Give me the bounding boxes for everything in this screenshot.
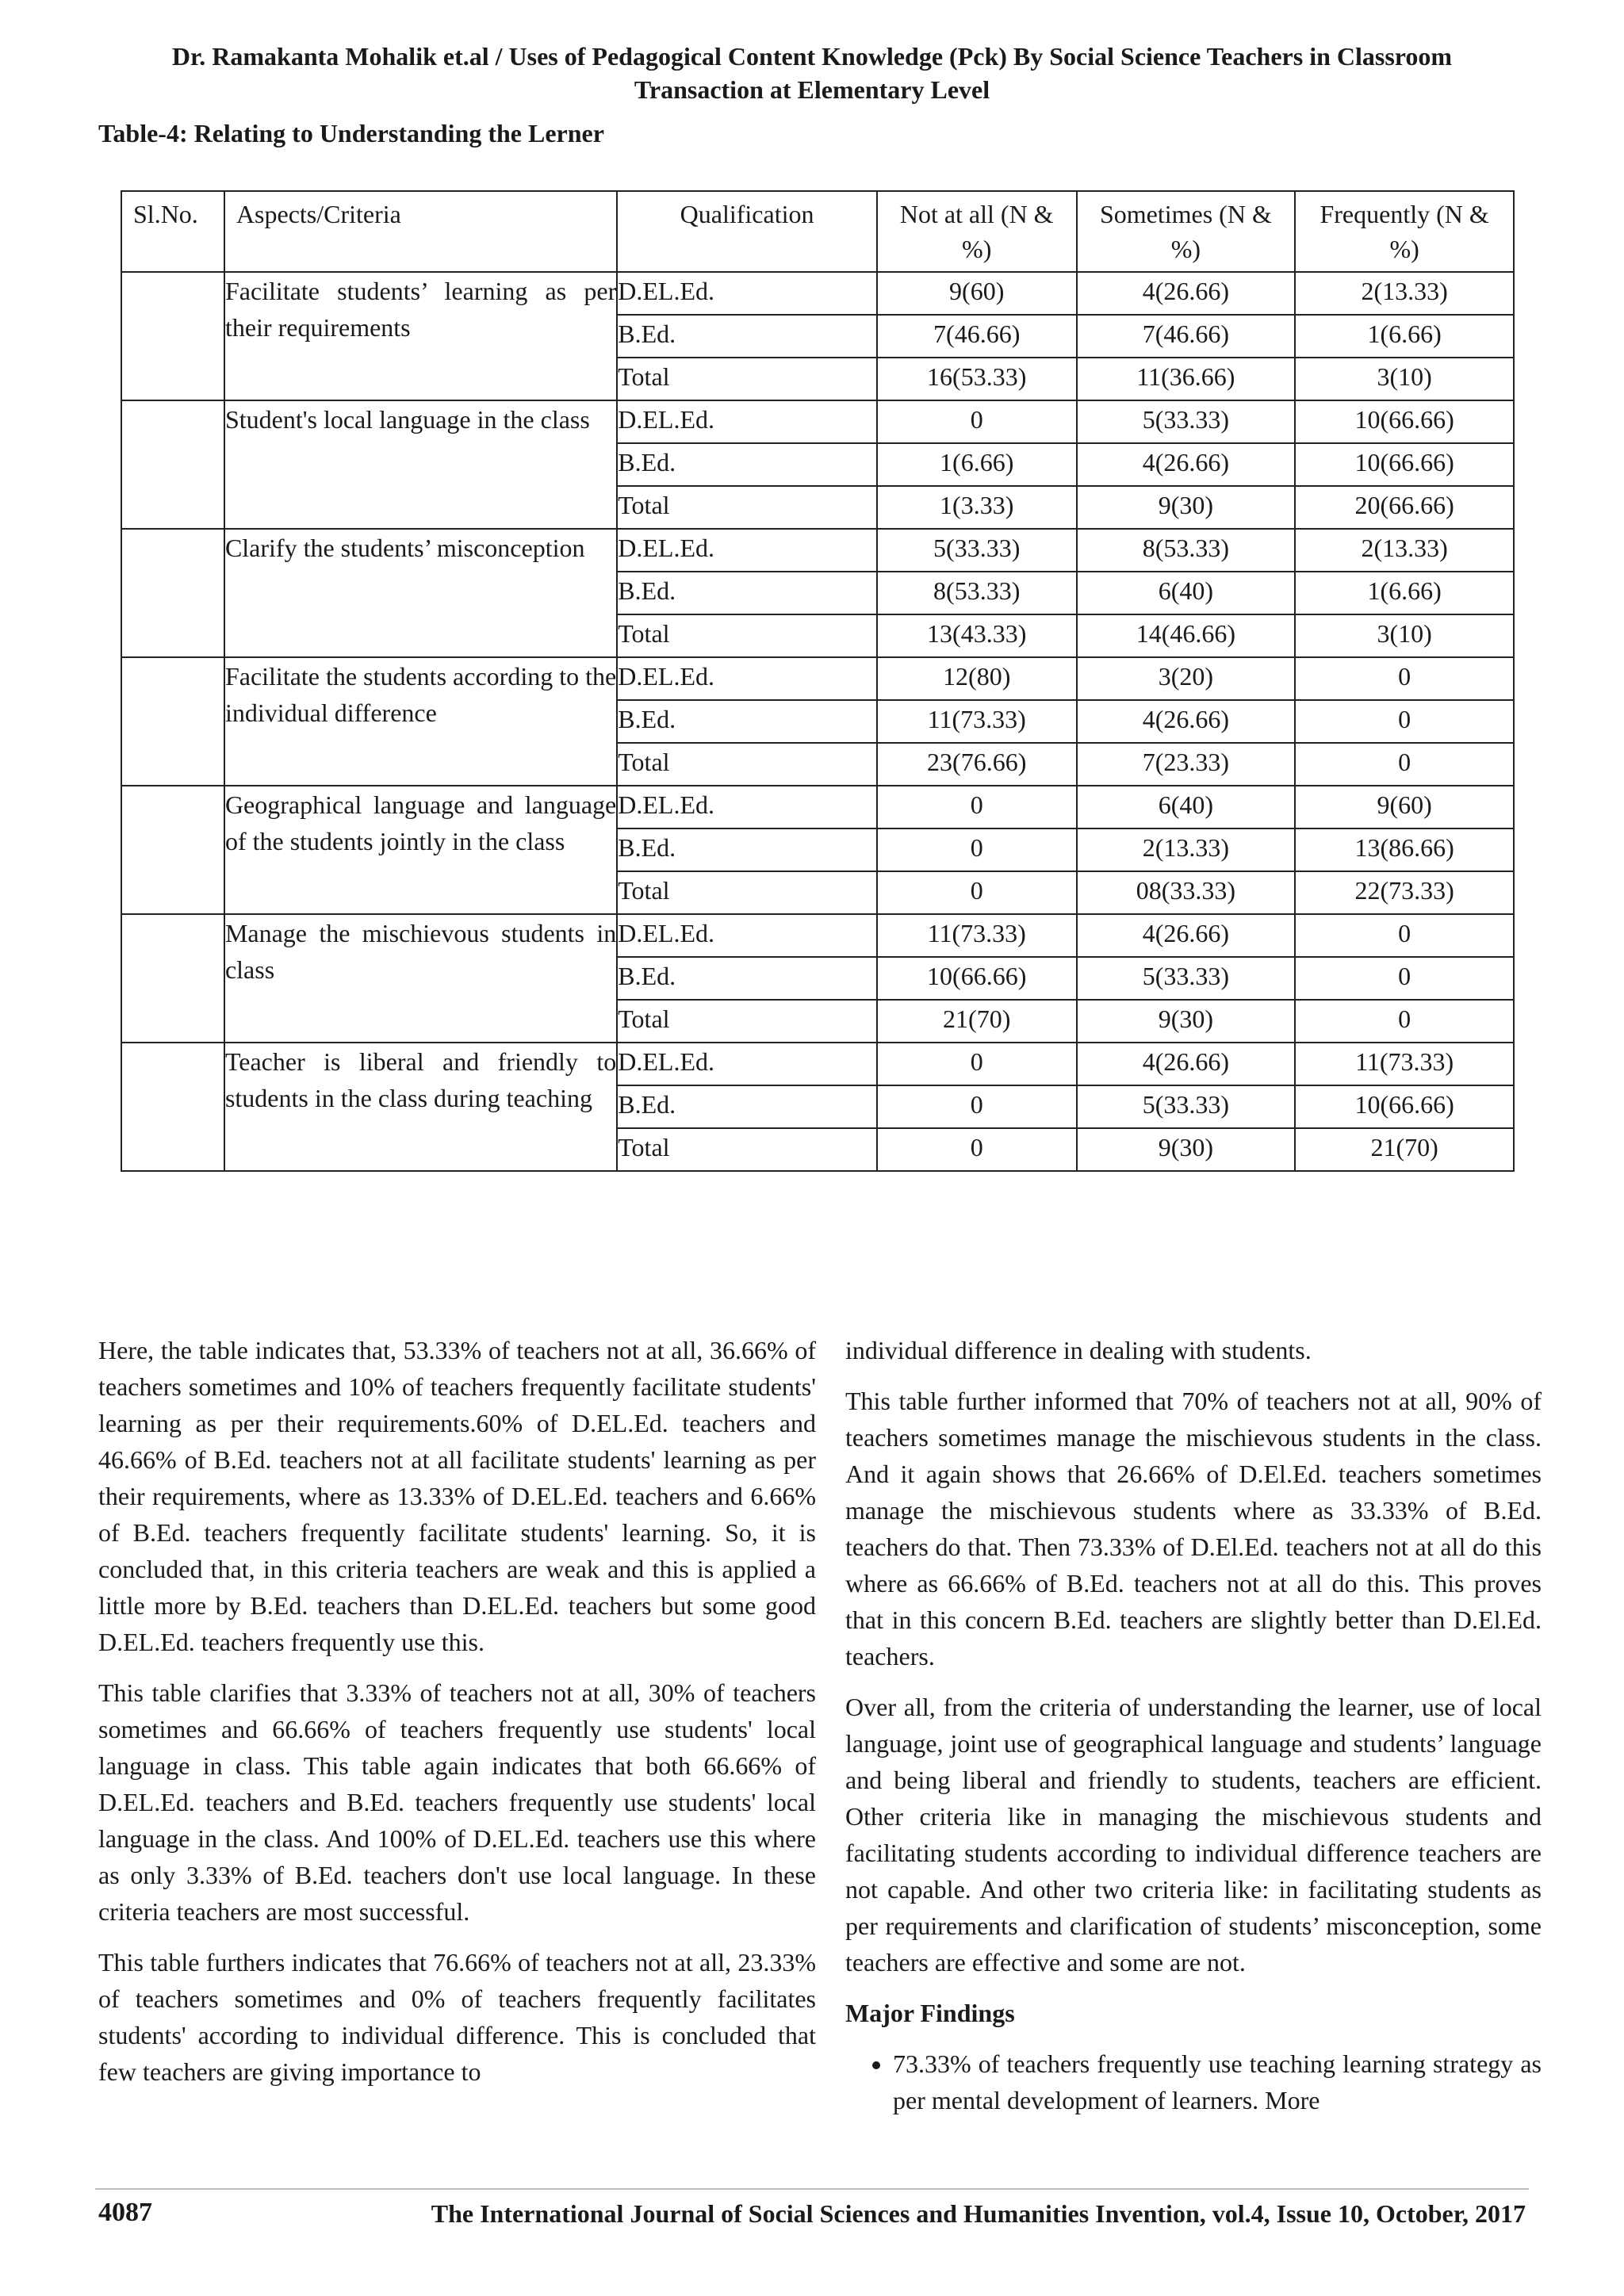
header-aspects: Aspects/Criteria bbox=[224, 191, 617, 272]
qualification-cell: D.EL.Ed. bbox=[617, 529, 877, 572]
qualification-cell: Total bbox=[617, 743, 877, 786]
aspect-cell: Clarify the students’ misconception bbox=[224, 529, 617, 657]
value-cell: 6(40) bbox=[1077, 786, 1296, 828]
value-cell: 9(60) bbox=[1295, 786, 1514, 828]
table-header-row bbox=[121, 191, 1514, 272]
table-row bbox=[121, 272, 1514, 315]
value-cell: 0 bbox=[877, 400, 1077, 443]
value-cell: 0 bbox=[1295, 743, 1514, 786]
header-line-2: Transaction at Elementary Level bbox=[634, 75, 990, 104]
qualification-cell: D.EL.Ed. bbox=[617, 914, 877, 957]
table-row bbox=[121, 529, 1514, 572]
value-cell: 9(30) bbox=[1077, 1000, 1296, 1043]
value-cell: 4(26.66) bbox=[1077, 1043, 1296, 1085]
aspect-cell: Student's local language in the class bbox=[224, 400, 617, 529]
value-cell: 13(43.33) bbox=[877, 614, 1077, 657]
value-cell: 10(66.66) bbox=[877, 957, 1077, 1000]
qualification-cell: B.Ed. bbox=[617, 1085, 877, 1128]
footer-divider bbox=[95, 2188, 1529, 2190]
qualification-cell: Total bbox=[617, 614, 877, 657]
paragraph: Here, the table indicates that, 53.33% of teachers not at all, 36.66% of teachers sometimes and 10% of teachers frequently facilitate students' learning as per their requirements.60% of D.EL.Ed. teachers and 46.66% of B.Ed. teachers not at all facilitate students' learning as per their requirements, where as 13.33% of D.EL.Ed. teachers and 6.66% of B.Ed. teachers frequently facilitate students' learning. So, it is concluded that, in this criteria teachers are weak and this is applied a little more by B.Ed. teachers than D.EL.Ed. teachers but some good D.EL.Ed. teachers frequently use this. bbox=[98, 1336, 816, 1656]
value-cell: 3(20) bbox=[1077, 657, 1296, 700]
value-cell: 4(26.66) bbox=[1077, 272, 1296, 315]
value-cell: 23(76.66) bbox=[877, 743, 1077, 786]
table-row bbox=[121, 1043, 1514, 1085]
value-cell: 5(33.33) bbox=[1077, 957, 1296, 1000]
value-cell: 11(36.66) bbox=[1077, 358, 1296, 400]
value-cell: 0 bbox=[877, 1128, 1077, 1171]
qualification-cell: D.EL.Ed. bbox=[617, 1043, 877, 1085]
table-row bbox=[121, 914, 1514, 957]
value-cell: 22(73.33) bbox=[1295, 871, 1514, 914]
journal-name: The International Journal of Social Sciences and Humanities Invention, vol.4, Issue 10, October, 2017 bbox=[431, 2199, 1526, 2228]
value-cell: 0 bbox=[877, 1043, 1077, 1085]
value-cell: 3(10) bbox=[1295, 358, 1514, 400]
value-cell: 2(13.33) bbox=[1295, 529, 1514, 572]
right-column bbox=[845, 1332, 1542, 2118]
value-cell: 0 bbox=[1295, 657, 1514, 700]
paragraph: This table further informed that 70% of teachers not at all, 90% of teachers sometimes manage the mischievous students in the class. And it again shows that 26.66% of D.El.Ed. teachers sometimes manage the mischievous students where as 33.33% of B.Ed. teachers do that. Then 73.33% of D.El.Ed. teachers not at all do this where as 66.66% of B.Ed. teachers not at all do this. This proves that in this concern B.Ed. teachers are slightly better than D.El.Ed. teachers. bbox=[845, 1387, 1542, 1670]
aspect-cell: Facilitate the students according to the individual difference bbox=[224, 657, 617, 786]
aspect-cell: Geographical language and language of the students jointly in the class bbox=[224, 786, 617, 914]
value-cell: 1(3.33) bbox=[877, 486, 1077, 529]
value-cell: 08(33.33) bbox=[1077, 871, 1296, 914]
value-cell: 4(26.66) bbox=[1077, 914, 1296, 957]
qualification-cell: Total bbox=[617, 871, 877, 914]
value-cell: 21(70) bbox=[1295, 1128, 1514, 1171]
left-column bbox=[98, 1332, 816, 2104]
value-cell: 8(53.33) bbox=[1077, 529, 1296, 572]
qualification-cell: B.Ed. bbox=[617, 572, 877, 614]
value-cell: 9(30) bbox=[1077, 486, 1296, 529]
value-cell: 2(13.33) bbox=[1295, 272, 1514, 315]
value-cell: 1(6.66) bbox=[1295, 315, 1514, 358]
qualification-cell: B.Ed. bbox=[617, 443, 877, 486]
qualification-cell: B.Ed. bbox=[617, 700, 877, 743]
value-cell: 6(40) bbox=[1077, 572, 1296, 614]
slno-cell bbox=[121, 914, 224, 1043]
paragraph: individual difference in dealing with students. bbox=[845, 1336, 1312, 1364]
qualification-cell: Total bbox=[617, 358, 877, 400]
value-cell: 0 bbox=[1295, 700, 1514, 743]
aspect-cell: Manage the mischievous students in class bbox=[224, 914, 617, 1043]
qualification-cell: Total bbox=[617, 1000, 877, 1043]
paragraph: Over all, from the criteria of understanding the learner, use of local language, joint use of geographical language and students’ language and being liberal and friendly to students, teachers are efficient. Other criteria like in managing the mischievous students and facilitating students according to individual difference teachers are not capable. And other two criteria like: in facilitating students as per requirements and clarification of students’ misconception, some teachers are effective and some are not. bbox=[845, 1693, 1542, 1976]
qualification-cell: D.EL.Ed. bbox=[617, 400, 877, 443]
value-cell: 12(80) bbox=[877, 657, 1077, 700]
slno-cell bbox=[121, 1043, 224, 1171]
paragraph: This table clarifies that 3.33% of teachers not at all, 30% of teachers sometimes and 66.66% of teachers frequently use students' local language in class. This table again indicates that both 66.66% of D.EL.Ed. teachers and B.Ed. teachers frequently use students' local language in the class. And 100% of D.EL.Ed. teachers use this where as only 3.33% of B.Ed. teachers don't use local language. In these criteria teachers are most successful. bbox=[98, 1678, 816, 1926]
value-cell: 7(46.66) bbox=[877, 315, 1077, 358]
value-cell: 4(26.66) bbox=[1077, 443, 1296, 486]
value-cell: 10(66.66) bbox=[1295, 400, 1514, 443]
header-frequently: Frequently (N & %) bbox=[1295, 191, 1514, 272]
value-cell: 7(23.33) bbox=[1077, 743, 1296, 786]
table-row bbox=[121, 400, 1514, 443]
aspect-cell: Teacher is liberal and friendly to students in the class during teaching bbox=[224, 1043, 617, 1171]
value-cell: 14(46.66) bbox=[1077, 614, 1296, 657]
value-cell: 4(26.66) bbox=[1077, 700, 1296, 743]
qualification-cell: Total bbox=[617, 486, 877, 529]
table-body bbox=[121, 272, 1514, 1171]
value-cell: 10(66.66) bbox=[1295, 443, 1514, 486]
qualification-cell: B.Ed. bbox=[617, 828, 877, 871]
slno-cell bbox=[121, 400, 224, 529]
value-cell: 16(53.33) bbox=[877, 358, 1077, 400]
value-cell: 11(73.33) bbox=[877, 700, 1077, 743]
value-cell: 5(33.33) bbox=[877, 529, 1077, 572]
value-cell: 7(46.66) bbox=[1077, 315, 1296, 358]
value-cell: 9(60) bbox=[877, 272, 1077, 315]
qualification-cell: B.Ed. bbox=[617, 957, 877, 1000]
value-cell: 8(53.33) bbox=[877, 572, 1077, 614]
value-cell: 5(33.33) bbox=[1077, 1085, 1296, 1128]
header-slno: Sl.No. bbox=[121, 191, 224, 272]
qualification-cell: D.EL.Ed. bbox=[617, 657, 877, 700]
value-cell: 13(86.66) bbox=[1295, 828, 1514, 871]
value-cell: 1(6.66) bbox=[877, 443, 1077, 486]
header-line-1: Dr. Ramakanta Mohalik et.al / Uses of Pedagogical Content Knowledge (Pck) By Social Science Teachers in Classroom bbox=[171, 42, 1453, 71]
qualification-cell: B.Ed. bbox=[617, 315, 877, 358]
value-cell: 0 bbox=[877, 786, 1077, 828]
findings-list bbox=[845, 2045, 1542, 2118]
slno-cell bbox=[121, 657, 224, 786]
aspect-cell: Facilitate students’ learning as per their requirements bbox=[224, 272, 617, 400]
value-cell: 0 bbox=[877, 871, 1077, 914]
slno-cell bbox=[121, 272, 224, 400]
section-heading: Major Findings bbox=[845, 1999, 1015, 2027]
running-header bbox=[95, 40, 1529, 106]
data-table bbox=[121, 190, 1515, 1172]
header-not-at-all: Not at all (N & %) bbox=[877, 191, 1077, 272]
table-row bbox=[121, 786, 1514, 828]
slno-cell bbox=[121, 529, 224, 657]
value-cell: 0 bbox=[1295, 957, 1514, 1000]
value-cell: 0 bbox=[1295, 914, 1514, 957]
header-qualification: Qualification bbox=[617, 191, 877, 272]
value-cell: 10(66.66) bbox=[1295, 1085, 1514, 1128]
value-cell: 11(73.33) bbox=[877, 914, 1077, 957]
qualification-cell: D.EL.Ed. bbox=[617, 786, 877, 828]
qualification-cell: D.EL.Ed. bbox=[617, 272, 877, 315]
value-cell: 21(70) bbox=[877, 1000, 1077, 1043]
value-cell: 2(13.33) bbox=[1077, 828, 1296, 871]
value-cell: 3(10) bbox=[1295, 614, 1514, 657]
value-cell: 0 bbox=[877, 1085, 1077, 1128]
value-cell: 9(30) bbox=[1077, 1128, 1296, 1171]
value-cell: 5(33.33) bbox=[1077, 400, 1296, 443]
header-sometimes: Sometimes (N & %) bbox=[1077, 191, 1296, 272]
value-cell: 20(66.66) bbox=[1295, 486, 1514, 529]
table-title: Table-4: Relating to Understanding the Lerner bbox=[98, 119, 604, 147]
value-cell: 0 bbox=[877, 828, 1077, 871]
value-cell: 11(73.33) bbox=[1295, 1043, 1514, 1085]
slno-cell bbox=[121, 786, 224, 914]
table-row bbox=[121, 657, 1514, 700]
paragraph: This table furthers indicates that 76.66% of teachers not at all, 23.33% of teachers sometimes and 0% of teachers frequently facilitates students' according to individual difference. This is concluded that few teachers are giving importance to bbox=[98, 1948, 816, 2086]
qualification-cell: Total bbox=[617, 1128, 877, 1171]
value-cell: 1(6.66) bbox=[1295, 572, 1514, 614]
page-number: 4087 bbox=[98, 2198, 152, 2227]
value-cell: 0 bbox=[1295, 1000, 1514, 1043]
list-item: • 73.33% of teachers frequently use teaching learning strategy as per mental development of learners. More bbox=[893, 2045, 1542, 2118]
